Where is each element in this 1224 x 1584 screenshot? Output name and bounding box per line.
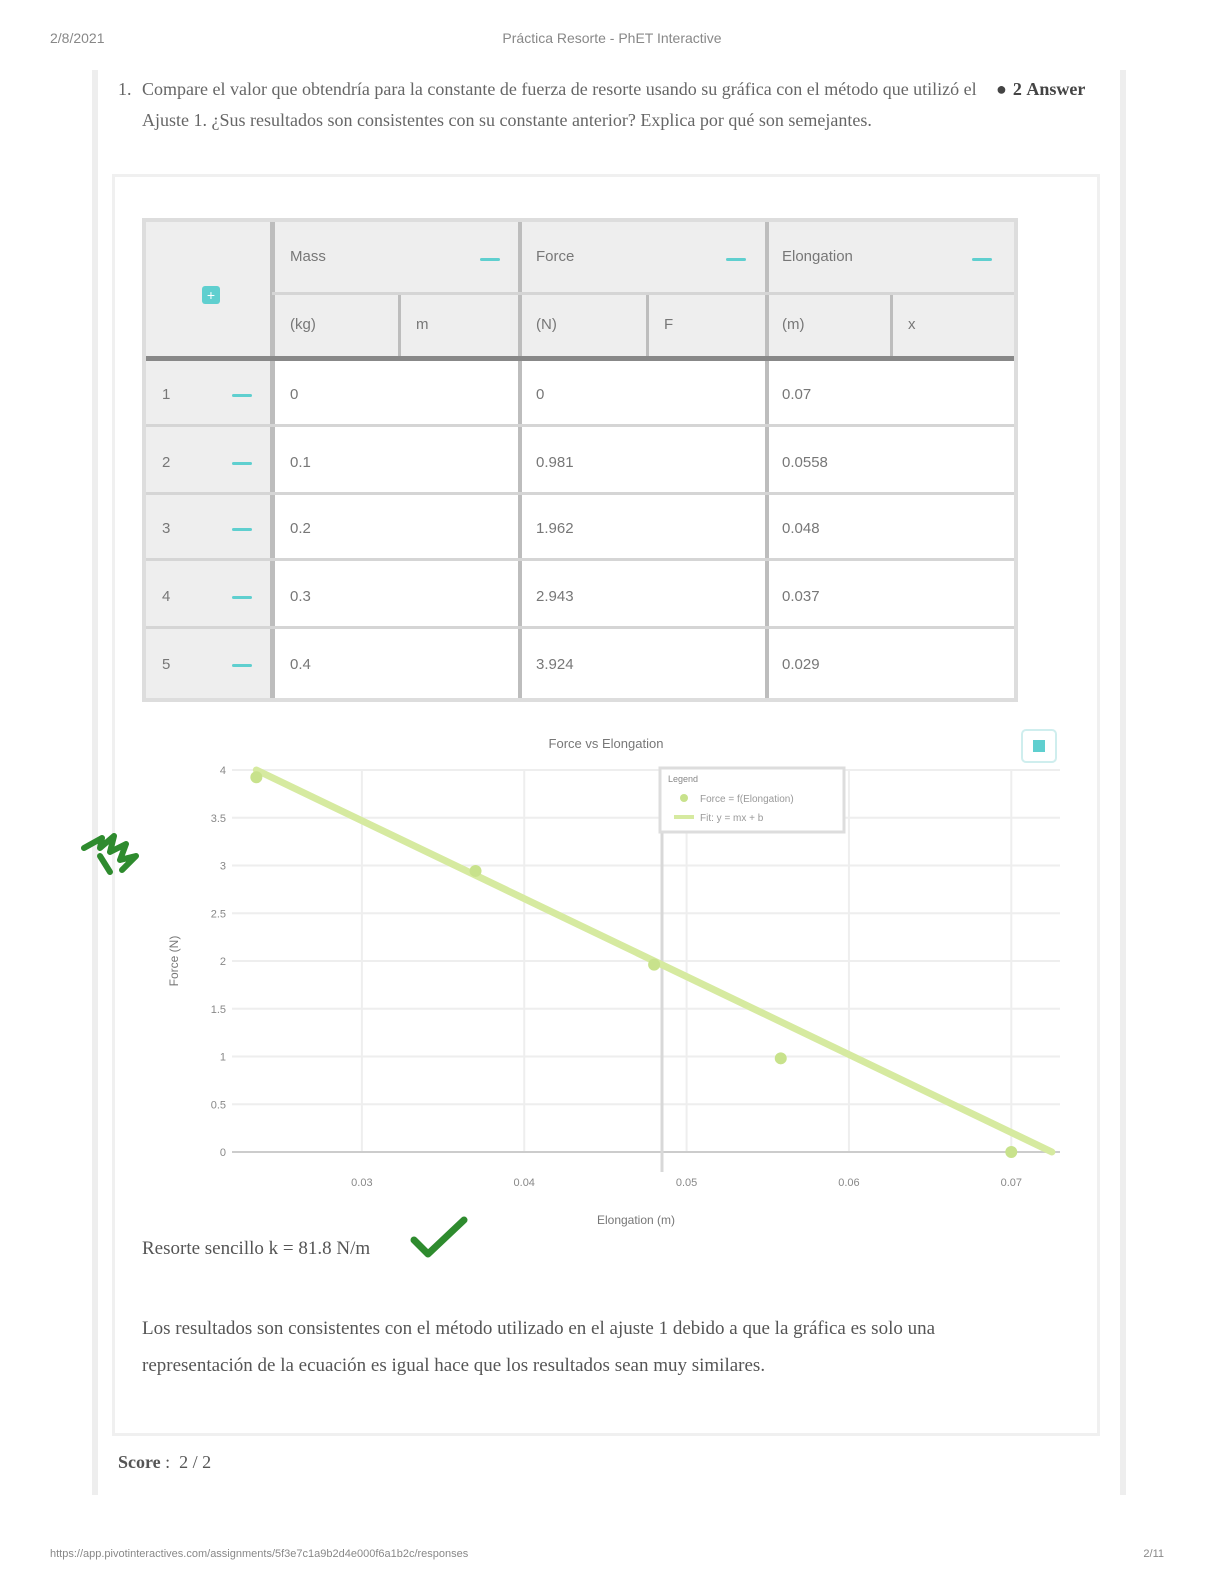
x-tick-label: 0.04 <box>513 1177 535 1189</box>
divider <box>146 558 1014 561</box>
legend-marker <box>680 794 688 802</box>
divider <box>146 492 1014 495</box>
unit-force: (N) <box>536 316 557 333</box>
legend-label: Force = f(Elongation) <box>700 794 794 805</box>
symbol-mass: m <box>416 316 429 333</box>
cell-force[interactable]: 1.962 <box>536 520 574 537</box>
cell-force[interactable]: 0.981 <box>536 454 574 471</box>
divider <box>890 294 893 358</box>
data-table <box>142 218 1018 702</box>
column-menu-icon[interactable] <box>972 258 992 262</box>
cell-elongation[interactable]: 0.037 <box>782 588 820 605</box>
column-header-mass[interactable]: Mass <box>290 248 326 265</box>
symbol-elongation: x <box>908 316 916 333</box>
cell-mass[interactable]: 0.3 <box>290 588 311 605</box>
add-column-icon[interactable]: + <box>202 286 220 304</box>
question-text: Compare el valor que obtendría para la constante de fuerza de resorte usando su gráfica con el método que utilizó el Ajuste 1. ¿Sus resultados son consistentes con su constante anterior? Explica por qué son semejantes. <box>142 79 977 130</box>
unit-elongation: (m) <box>782 316 805 333</box>
print-date: 2/8/2021 <box>50 30 105 46</box>
row-menu-icon[interactable] <box>232 394 252 398</box>
cell-force[interactable]: 2.943 <box>536 588 574 605</box>
x-tick-label: 0.07 <box>1000 1177 1023 1189</box>
score-value: 2 / 2 <box>179 1452 212 1472</box>
score-label: Score <box>118 1452 161 1472</box>
chart <box>160 728 1070 1233</box>
legend-label: Fit: y = mx + b <box>700 813 764 824</box>
row-id: 4 <box>162 588 171 605</box>
symbol-force: F <box>664 316 674 333</box>
divider <box>272 292 1014 295</box>
row-id: 5 <box>162 656 171 673</box>
cell-elongation[interactable]: 0.0558 <box>782 454 828 471</box>
cell-mass[interactable]: 0 <box>290 386 299 403</box>
data-point <box>648 959 660 971</box>
x-tick-label: 0.03 <box>351 1177 373 1189</box>
chart-title: Force vs Elongation <box>548 736 664 751</box>
data-point <box>470 865 482 877</box>
y-tick-label: 0 <box>219 1147 226 1159</box>
cell-elongation[interactable]: 0.07 <box>782 386 812 403</box>
data-point <box>775 1052 787 1064</box>
divider <box>146 626 1014 629</box>
grade-mark-icon <box>80 826 144 883</box>
legend-title: Legend <box>668 774 699 784</box>
row-menu-icon[interactable] <box>232 528 252 532</box>
explanation-text: Los resultados son consistentes con el método utilizado en el ajuste 1 debido a que la gráfica es solo una representación de la ecuación es igual hace que los resultados sean muy similares. <box>142 1318 936 1376</box>
y-axis-label: Force (N) <box>167 935 181 987</box>
y-tick-label: 2 <box>219 956 226 968</box>
y-tick-label: 4 <box>219 765 226 777</box>
footer-page: 2/11 <box>1143 1548 1164 1560</box>
cell-mass[interactable]: 0.1 <box>290 454 311 471</box>
data-point <box>250 771 262 783</box>
table-header-bg <box>146 222 1014 358</box>
result-text: Resorte sencillo k = 81.8 N/m <box>142 1238 371 1259</box>
x-tick-label: 0.06 <box>838 1177 860 1189</box>
column-header-force[interactable]: Force <box>536 248 575 265</box>
column-menu-icon[interactable] <box>480 258 500 262</box>
question-number: 1. <box>118 79 132 99</box>
points-value: 2 <box>1012 79 1022 99</box>
cell-elongation[interactable]: 0.029 <box>782 656 820 673</box>
row-id: 2 <box>162 454 171 471</box>
chart-svg <box>160 728 1070 1233</box>
x-axis-label: Elongation (m) <box>596 1213 676 1227</box>
question-points <box>996 74 1085 105</box>
cell-force[interactable]: 3.924 <box>536 656 574 673</box>
row-menu-icon[interactable] <box>232 462 252 466</box>
footer-url: https://app.pivotinteractives.com/assignments/5f3e7c1a9b2d4e000f6a1b2c/responses <box>50 1548 469 1560</box>
cell-mass[interactable]: 0.4 <box>290 656 311 673</box>
y-tick-label: 1.5 <box>210 1003 226 1016</box>
row-menu-icon[interactable] <box>232 596 252 600</box>
x-tick-label: 0.05 <box>675 1177 698 1189</box>
cell-elongation[interactable]: 0.048 <box>782 520 820 537</box>
cell-mass[interactable]: 0.2 <box>290 520 311 537</box>
data-point <box>1005 1146 1017 1158</box>
divider <box>398 294 401 358</box>
row-id: 1 <box>162 386 171 403</box>
cell-force[interactable]: 0 <box>536 386 545 403</box>
y-tick-label: 0.5 <box>210 1099 226 1112</box>
y-tick-label: 2.5 <box>210 908 226 921</box>
y-tick-label: 1 <box>219 1051 226 1064</box>
divider <box>146 356 1014 361</box>
row-menu-icon[interactable] <box>232 664 252 668</box>
row-id: 3 <box>162 520 171 537</box>
divider <box>146 424 1014 427</box>
y-tick-label: 3 <box>219 860 226 873</box>
unit-mass: (kg) <box>290 316 316 333</box>
column-header-elongation[interactable]: Elongation <box>782 248 853 265</box>
print-title: Práctica Resorte - PhET Interactive <box>502 30 722 46</box>
check-icon <box>408 1214 470 1267</box>
y-tick-label: 3.5 <box>210 812 226 825</box>
score: Score : 2 / 2 <box>118 1452 212 1472</box>
points-bullet: ● <box>996 79 1007 99</box>
points-label: Answer <box>1026 79 1086 99</box>
column-menu-icon[interactable] <box>726 258 746 262</box>
expand-icon <box>1033 740 1045 752</box>
divider <box>646 294 649 358</box>
